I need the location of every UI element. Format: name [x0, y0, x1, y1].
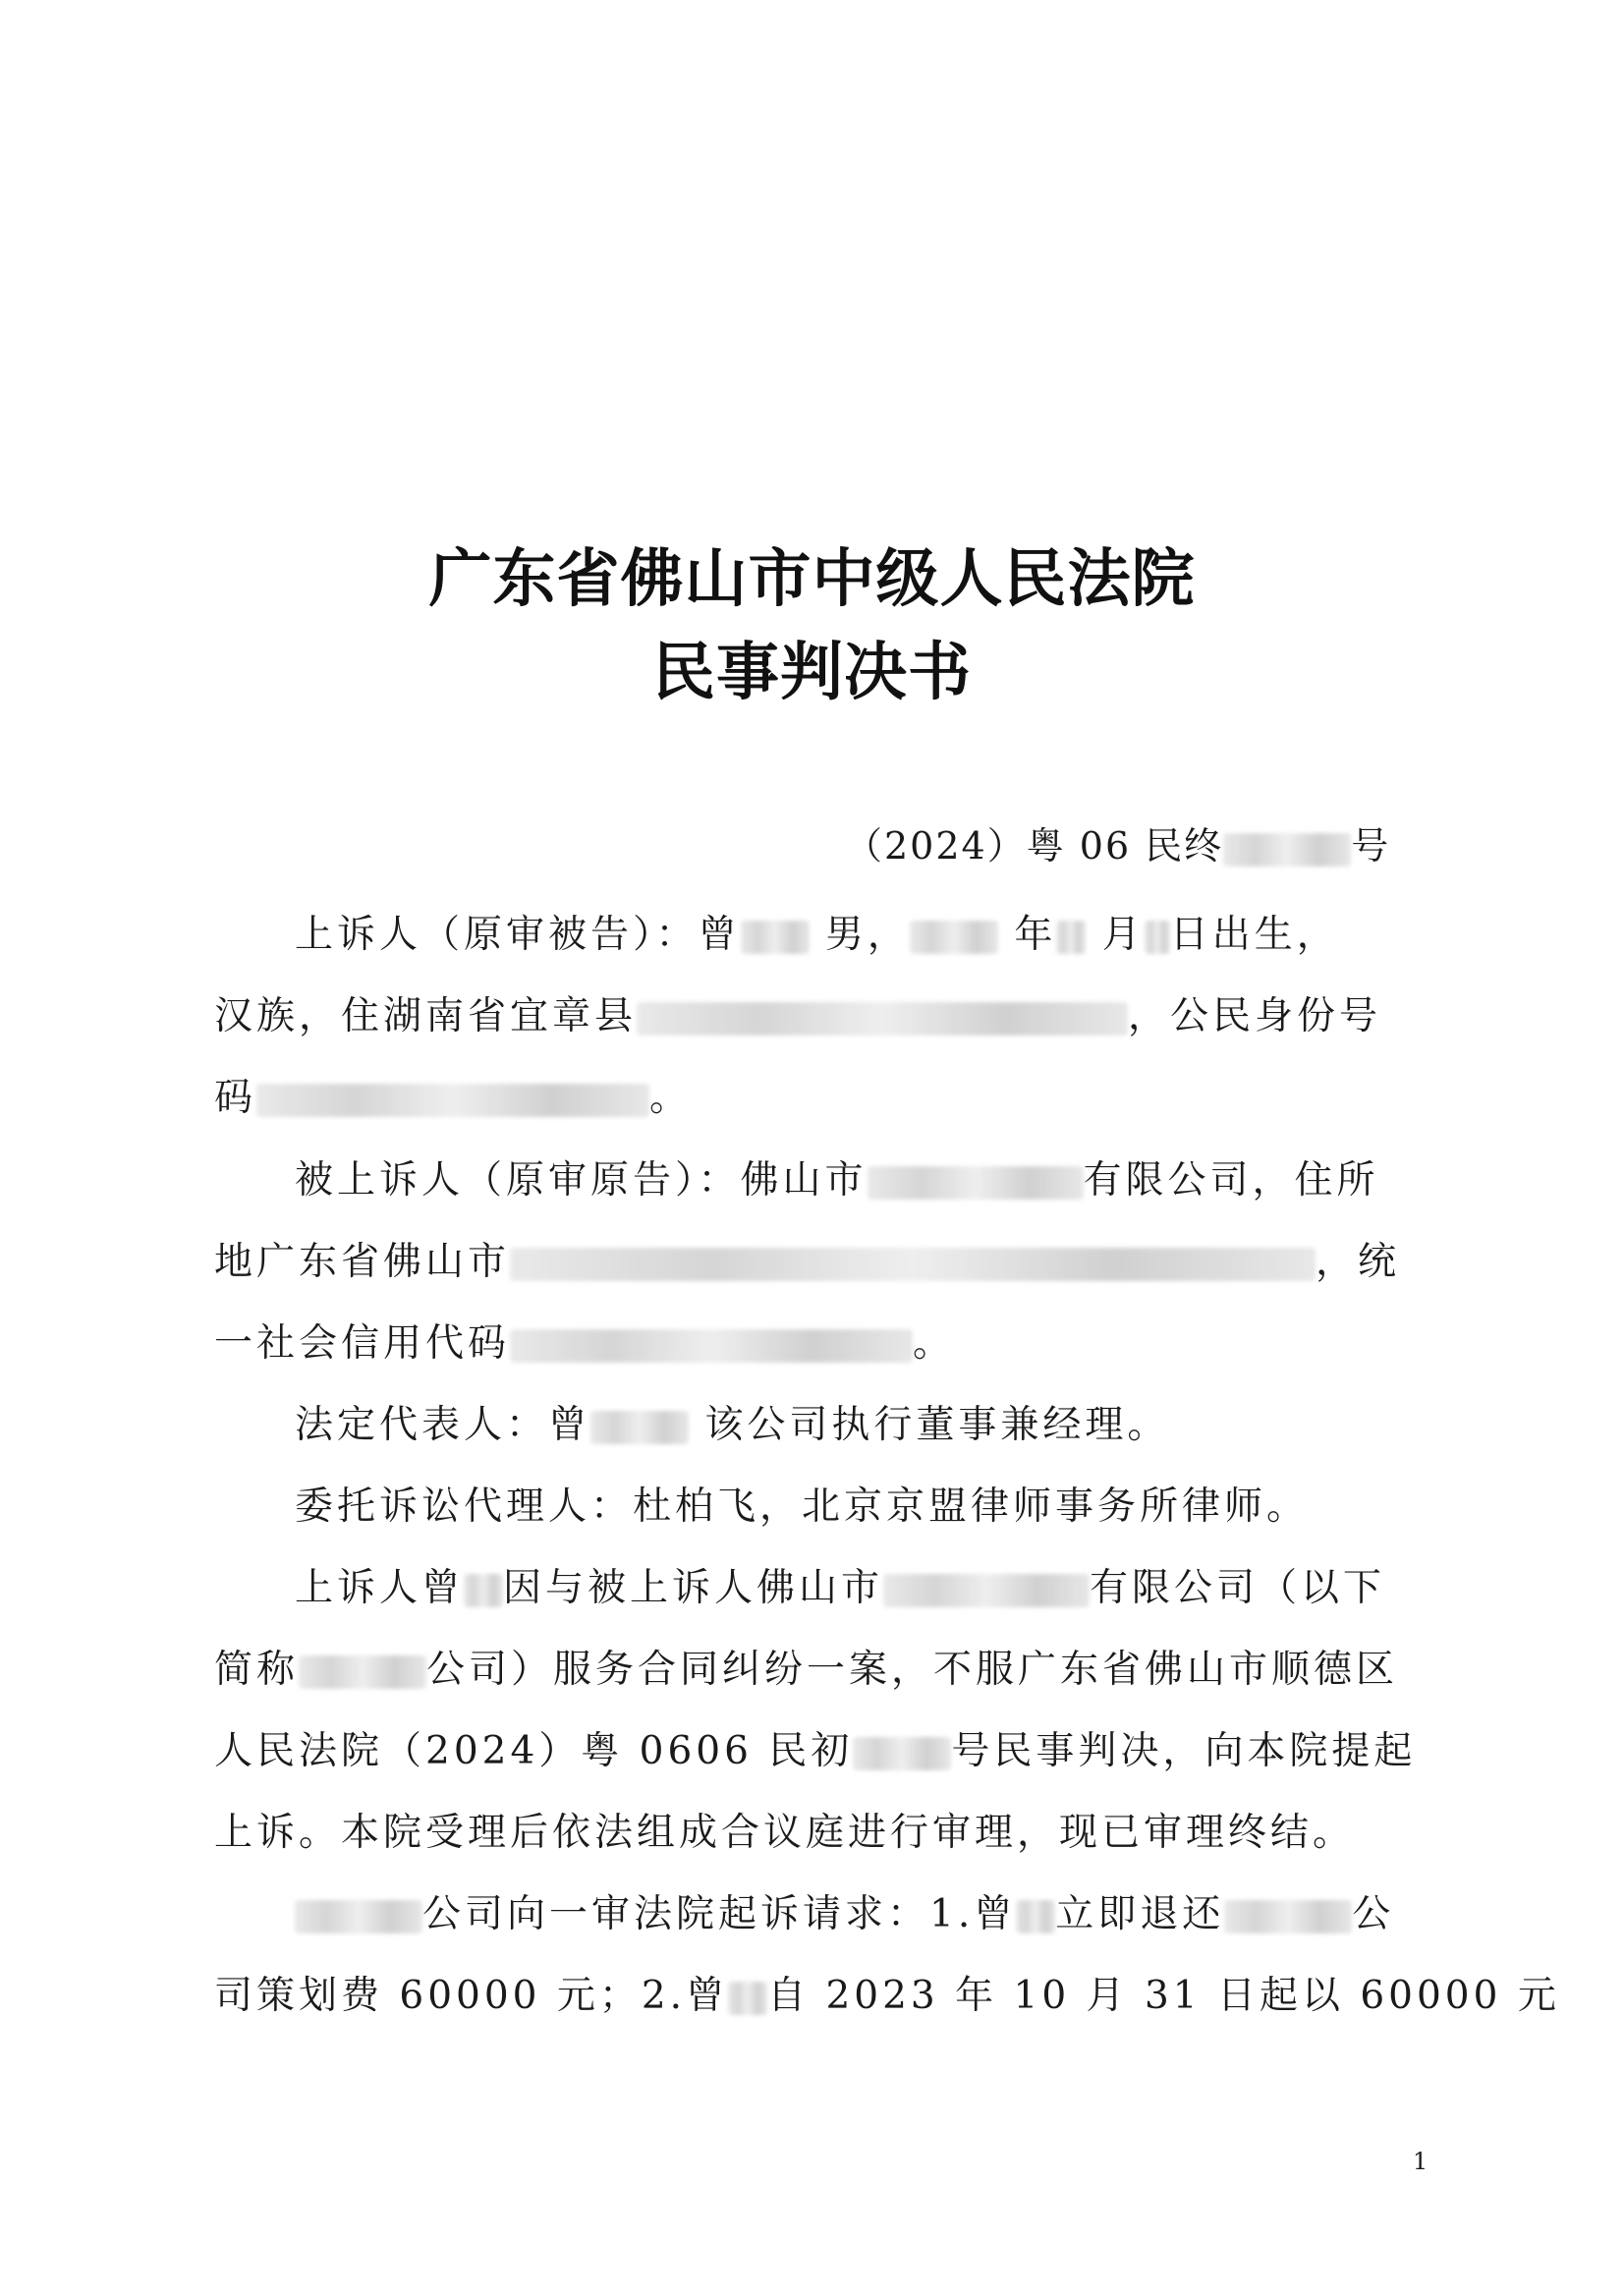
appellant-line-2 — [214, 985, 1381, 1040]
redaction — [1016, 1900, 1055, 1933]
appellee-line-1 — [295, 1149, 1379, 1204]
text: 男， — [824, 913, 910, 957]
redaction — [590, 1411, 689, 1444]
redaction — [256, 1084, 649, 1117]
redaction — [295, 1900, 422, 1933]
text: ，统 — [1316, 1240, 1401, 1284]
text: 。 — [913, 1321, 956, 1366]
document-type: 民事判决书 — [652, 636, 972, 709]
redaction — [883, 1574, 1090, 1607]
text: 上诉人曾 — [295, 1566, 465, 1610]
text: 地广东省佛山市 — [214, 1240, 511, 1284]
page-number: 1 — [1413, 2148, 1428, 2175]
legal-representative — [295, 1394, 1169, 1449]
redaction — [464, 1574, 503, 1607]
redaction — [1224, 1900, 1352, 1933]
text: 年 — [1014, 913, 1057, 957]
body-p1-line-2 — [214, 1639, 1398, 1694]
text: 月 — [1101, 913, 1145, 957]
body-p1-line-1 — [295, 1557, 1385, 1612]
text: 。 — [649, 1076, 693, 1120]
redaction — [1056, 921, 1086, 954]
agent: 委托诉讼代理人：杜柏飞，北京京盟律师事务所律师。 — [295, 1484, 1310, 1529]
text: 号民事判决，向本院提起 — [951, 1729, 1417, 1773]
text: 司策划费 60000 元；2.曾 — [214, 1974, 729, 2018]
redaction — [510, 1329, 913, 1363]
redaction — [637, 1002, 1128, 1036]
redaction — [728, 1982, 767, 2015]
text: 简称 — [214, 1648, 300, 1692]
text: 日出生， — [1169, 913, 1339, 957]
case-number — [845, 815, 1390, 869]
text: 该公司执行董事兼经理。 — [704, 1403, 1170, 1447]
appellee-line-2 — [214, 1231, 1400, 1286]
text: 立即退还 — [1055, 1892, 1225, 1936]
text: 人民法院（2024）粤 0606 民初 — [214, 1729, 854, 1773]
body-p2-line-1 — [295, 1883, 1394, 1938]
redaction — [1223, 833, 1351, 867]
text: 公司）服务合同纠纷一案，不服广东省佛山市顺德区 — [426, 1648, 1399, 1692]
body-p1-line-4: 上诉。本院受理后依法组成合议庭进行审理，现已审理终结。 — [214, 1811, 1356, 1855]
text: 自 2023 年 10 月 31 日起以 60000 元 — [767, 1974, 1560, 2018]
redaction — [853, 1737, 951, 1770]
body-p2-line-2 — [214, 1965, 1560, 2020]
text: 因与被上诉人佛山市 — [503, 1566, 884, 1610]
text: 一社会信用代码 — [214, 1321, 511, 1366]
case-number-suffix: 号 — [1351, 824, 1391, 868]
redaction — [910, 921, 998, 954]
case-number-prefix: （2024）粤 06 民终 — [845, 824, 1224, 868]
redaction — [299, 1655, 426, 1689]
court-name: 广东省佛山市中级人民法院 — [428, 542, 1196, 616]
appellant-line-1 — [295, 904, 1339, 959]
redaction — [1145, 921, 1170, 954]
redaction — [868, 1166, 1084, 1200]
text: 法定代表人：曾 — [295, 1403, 591, 1447]
redaction — [741, 921, 810, 954]
body-p1-line-3 — [214, 1720, 1416, 1775]
redaction — [510, 1248, 1316, 1281]
text: 公 — [1352, 1892, 1395, 1936]
text: 码 — [214, 1076, 257, 1120]
appellee-line-3 — [214, 1313, 955, 1368]
text: 上诉人（原审被告）：曾 — [295, 913, 741, 957]
appellant-line-3 — [214, 1067, 692, 1122]
text: 汉族，住湖南省宜章县 — [214, 994, 638, 1038]
text: 有限公司，住所 — [1083, 1158, 1379, 1203]
text: 有限公司（以下 — [1090, 1566, 1386, 1610]
text: 被上诉人（原审原告）：佛山市 — [295, 1158, 868, 1203]
text: 公司向一审法院起诉请求：1.曾 — [422, 1892, 1017, 1936]
text: ，公民身份号 — [1128, 994, 1382, 1038]
